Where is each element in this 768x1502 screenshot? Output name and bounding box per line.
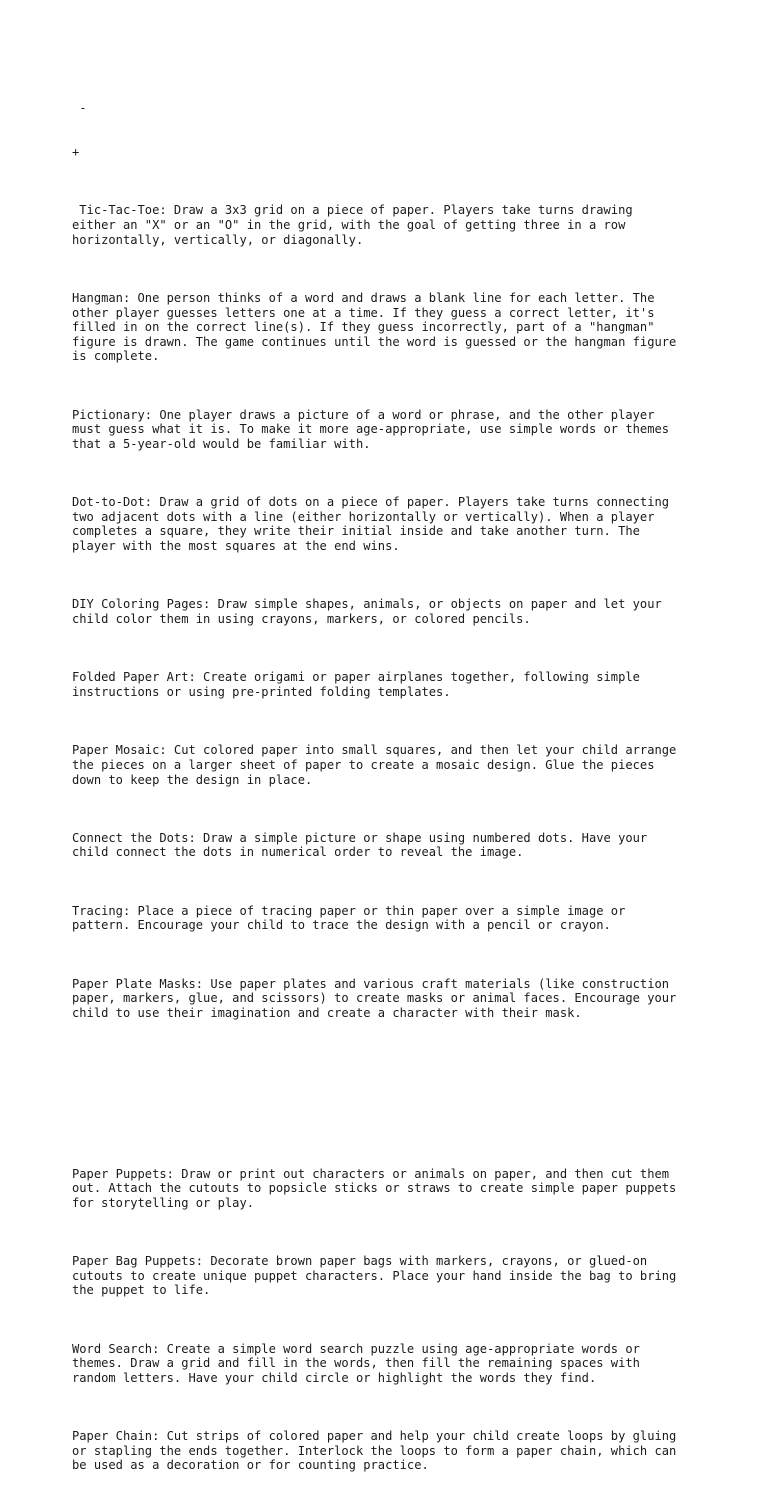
- paragraph-paper-mosaic: Paper Mosaic: Cut colored paper into small squares, and then let your child arrange the pieces on a larger sheet of paper to create a mosaic design. Glue the pieces down to keep the design in place.: [72, 743, 677, 787]
- paragraph-paper-puppets: Paper Puppets: Draw or print out characters or animals on paper, and then cut them out. Attach the cutouts to popsicle sticks or straws to create simple paper puppets for storytelling or play.: [72, 1166, 677, 1210]
- paragraph-tracing: Tracing: Place a piece of tracing paper or thin paper over a simple image or pattern. Encourage your child to trace the design with a pencil or crayon.: [72, 903, 626, 933]
- paragraph-paper-plate-masks: Paper Plate Masks: Use paper plates and various craft materials (like construction paper, markers, glue, and scissors) to create masks or animal faces. Encourage your child to use their imagination and create a character with their mask.: [72, 976, 677, 1020]
- paragraph-hangman: Hangman: One person thinks of a word and draws a blank line for each letter. The other player guesses letters one at a time. If they guess a correct letter, it's filled in on the correct line(s). If they guess incorrectly, part of a "hangman" figure is drawn. The game continues until the word is guessed or the hangman figure is complete.: [72, 290, 677, 364]
- paragraph-tic-tac-toe: Tic-Tac-Toe: Draw a 3x3 grid on a piece of paper. Players take turns drawing either an "X" or an "O" in the grid, with the goal of getting three in a row horizontally, vertically, or diagonally.: [72, 203, 633, 247]
- diff-minus-marker: -: [72, 101, 87, 116]
- paragraph-word-search: Word Search: Create a simple word search puzzle using age-appropriate words or themes. Draw a grid and fill in the words, then fill the remaining spaces with random letters. Have your child circle or highlight the words they find.: [72, 1341, 640, 1385]
- paragraph-connect-the-dots: Connect the Dots: Draw a simple picture or shape using numbered dots. Have your child connect the dots in numerical order to reveal the image.: [72, 830, 648, 860]
- paragraph-dot-to-dot: Dot-to-Dot: Draw a grid of dots on a piece of paper. Players take turns connecting two adjacent dots with a line (either horizontally or vertically). When a player completes a square, they write their initial inside and take another turn. The player with the most squares at the end wins.: [72, 495, 670, 553]
- paragraph-diy-coloring-pages: DIY Coloring Pages: Draw simple shapes, animals, or objects on paper and let your child color them in using crayons, markers, or colored pencils.: [72, 597, 662, 626]
- section-spacer: [72, 1079, 712, 1123]
- paragraph-paper-bag-puppets: Paper Bag Puppets: Decorate brown paper bags with markers, crayons, or glued-on cutouts to create unique puppet characters. Place your hand inside the bag to bring the puppet to life.: [72, 1254, 677, 1298]
- diff-plus-marker: +: [72, 144, 80, 159]
- paragraph-folded-paper-art: Folded Paper Art: Create origami or paper airplanes together, following simple instructions or using pre-printed folding templates.: [72, 670, 640, 699]
- document-page: [72, 72, 712, 1502]
- paragraph-paper-chain: Paper Chain: Cut strips of colored paper and help your child create loops by gluing or stapling the ends together. Interlock the loops to form a paper chain, which can be used as a decoration or for counting practice.: [72, 1429, 677, 1473]
- paragraph-pictionary: Pictionary: One player draws a picture of a word or phrase, and the other player must guess what it is. To make it more age-appropriate, use simple words or themes that a 5-year-old would be familiar with.: [72, 407, 670, 451]
